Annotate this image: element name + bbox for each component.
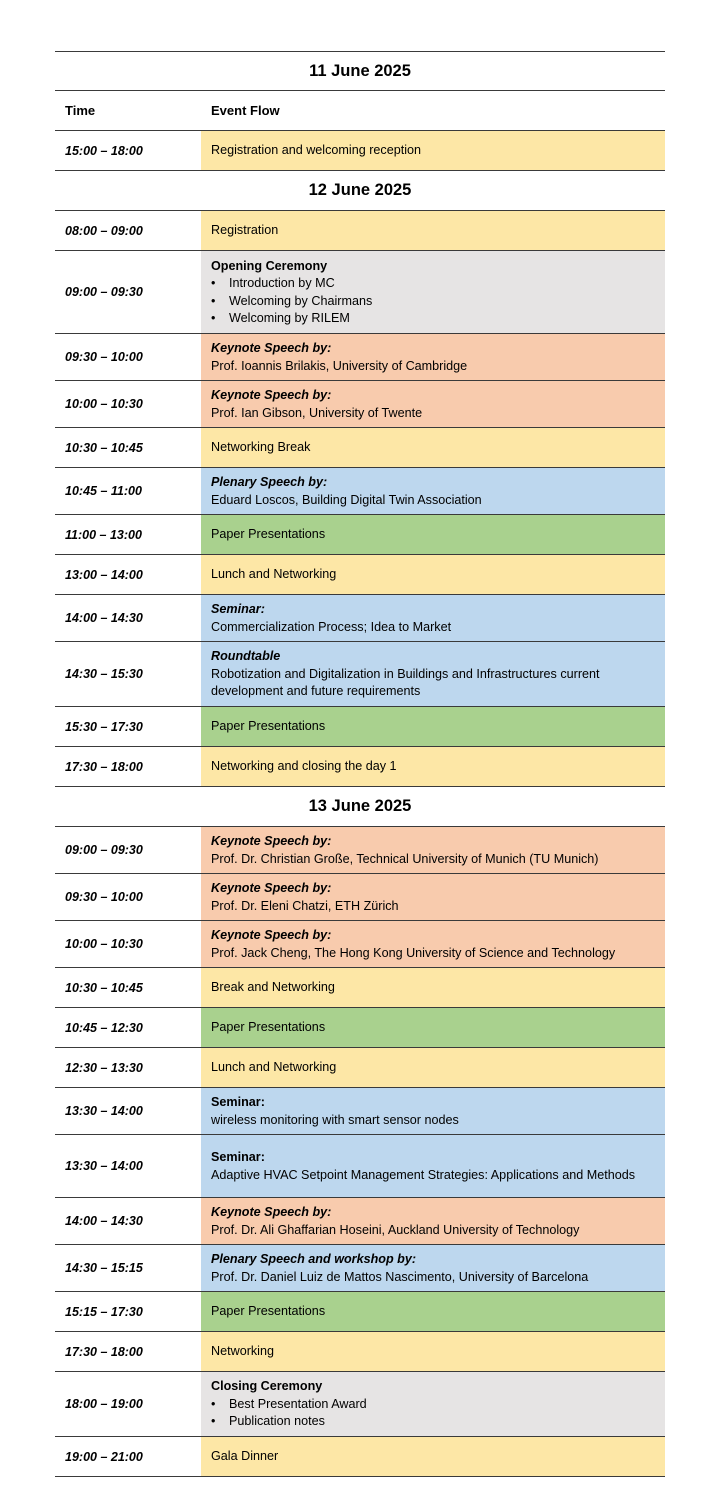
event-heading: Roundtable [211,649,281,664]
event-text: Paper Presentations [211,719,326,734]
event-cell [201,1088,665,1134]
time-cell: 18:00 – 19:00 [65,1397,143,1411]
event-cell [201,968,665,1007]
event-text: Registration and welcoming reception [211,143,422,158]
time-cell: 10:00 – 10:30 [65,937,143,951]
event-text: Eduard Loscos, Building Digital Twin Association [211,492,482,507]
time-cell: 10:30 – 10:45 [65,980,143,995]
date-heading-day2 [55,171,665,211]
table-row [55,251,665,334]
event-heading: Keynote Speech by: [211,341,332,355]
event-text: Robotization and Digitalization in Buildings and Infrastructures current development and future requirements [211,666,600,699]
event-cell [201,1008,665,1047]
bullet-icon: • [211,1414,216,1429]
date-label: 11 June 2025 [309,61,411,80]
event-cell [201,468,665,514]
event-text: wireless monitoring with smart sensor nodes [211,1112,459,1127]
time-cell: 09:30 – 10:00 [65,350,143,364]
event-text: Networking Break [211,440,311,455]
bullet-text: Welcoming by RILEM [229,311,350,325]
event-text: Networking [211,1344,274,1359]
bullet-text: Welcoming by Chairmans [229,293,373,308]
event-text: Prof. Jack Cheng, The Hong Kong University of Science and Technology [211,945,616,960]
table-row [55,1048,665,1088]
bullet-item [211,275,655,293]
table-row [55,827,665,874]
date-label: 13 June 2025 [308,797,412,815]
bullet-icon: • [211,276,216,290]
event-text: Prof. Dr. Christian Große, Technical University of Munich (TU Munich) [211,851,599,866]
table-row [55,968,665,1008]
event-text: Prof. Ioannis Brilakis, University of Cambridge [211,358,468,373]
event-text: Prof. Dr. Daniel Luiz de Mattos Nascimento, University of Barcelona [211,1269,589,1284]
table-row [55,1292,665,1332]
day3-rows [55,827,665,1477]
table-row [55,921,665,968]
table-row [55,468,665,515]
table-header [55,91,665,131]
time-cell: 14:30 – 15:30 [65,667,143,681]
time-cell: 10:30 – 10:45 [65,440,143,455]
bullet-item [211,1413,655,1431]
event-heading: Seminar: [211,1150,265,1164]
time-cell: 19:00 – 21:00 [65,1449,143,1464]
time-cell: 15:15 – 17:30 [65,1304,143,1319]
time-cell: 14:30 – 15:15 [65,1261,143,1275]
event-cell [201,874,665,920]
time-cell: 09:00 – 09:30 [65,285,143,299]
event-text: Paper Presentations [211,1304,326,1319]
time-cell: 17:30 – 18:00 [65,1344,143,1359]
event-cell [201,211,665,250]
event-text: Registration [211,223,279,238]
event-heading: Closing Ceremony [211,1379,323,1394]
time-cell: 13:00 – 14:00 [65,567,143,582]
day1-rows [55,131,665,171]
event-cell [201,381,665,427]
table-row [55,1135,665,1198]
bullet-item [211,310,655,328]
bullet-text: Best Presentation Award [229,1396,367,1411]
event-heading: Seminar: [211,1095,265,1109]
time-cell: 08:00 – 09:00 [65,223,143,238]
table-row [55,1437,665,1477]
bullet-icon: • [211,1396,216,1411]
table-row [55,1372,665,1437]
table-row [55,1198,665,1245]
event-cell [201,1245,665,1291]
event-cell [201,747,665,786]
bullet-icon: • [211,293,216,308]
table-row [55,874,665,921]
table-row [55,747,665,787]
event-cell [201,707,665,746]
table-row [55,515,665,555]
table-row [55,334,665,381]
time-cell: 13:30 – 14:00 [65,1159,143,1173]
date-heading-day1 [55,51,665,91]
schedule-table [55,51,665,1477]
date-label: 12 June 2025 [308,181,412,199]
time-cell: 10:45 – 11:00 [65,484,142,498]
time-cell: 13:30 – 14:00 [65,1104,143,1118]
event-cell [201,131,665,170]
event-text: Lunch and Networking [211,567,337,582]
time-cell: 10:00 – 10:30 [65,397,143,411]
table-row [55,1245,665,1292]
event-cell [201,515,665,554]
date-heading-day3 [55,787,665,827]
event-text: Commercialization Process; Idea to Market [211,619,452,634]
event-text: Lunch and Networking [211,1060,337,1075]
bullet-text: Publication notes [229,1414,325,1429]
time-cell: 12:30 – 13:30 [65,1060,143,1075]
time-cell: 15:30 – 17:30 [65,719,143,734]
event-cell [201,642,665,706]
event-text: Adaptive HVAC Setpoint Management Strategies: Applications and Methods [211,1167,636,1182]
time-cell: 14:00 – 14:30 [65,611,143,625]
event-cell [201,1048,665,1087]
event-cell [201,921,665,967]
event-heading: Keynote Speech by: [211,928,332,942]
event-cell [201,1437,665,1476]
time-cell: 10:45 – 12:30 [65,1020,143,1035]
event-text: Networking and closing the day 1 [211,759,397,774]
event-cell [201,1372,665,1436]
bullet-item [211,293,655,311]
table-row [55,381,665,428]
event-cell [201,428,665,467]
event-column-header: Event Flow [211,103,280,118]
table-row [55,707,665,747]
event-text: Prof. Ian Gibson, University of Twente [211,405,423,420]
table-row [55,595,665,642]
event-cell [201,827,665,873]
bullet-text: Introduction by MC [229,276,335,290]
time-column-header: Time [65,103,96,118]
table-row [55,131,665,171]
table-row [55,1008,665,1048]
event-text: Paper Presentations [211,527,326,542]
event-cell [201,251,665,333]
event-cell [201,1135,665,1197]
event-heading: Keynote Speech by: [211,1205,332,1219]
event-heading: Keynote Speech by: [211,881,332,895]
event-heading: Plenary Speech and workshop by: [211,1252,417,1266]
table-row [55,642,665,707]
event-cell [201,555,665,594]
table-row [55,428,665,468]
day2-rows [55,211,665,787]
time-cell: 14:00 – 14:30 [65,1214,143,1228]
event-cell [201,1292,665,1331]
time-cell: 11:00 – 13:00 [65,527,142,542]
event-heading: Opening Ceremony [211,258,328,273]
event-cell [201,1198,665,1244]
time-cell: 09:30 – 10:00 [65,890,143,904]
event-text: Paper Presentations [211,1020,326,1035]
event-text: Prof. Dr. Eleni Chatzi, ETH Zürich [211,898,399,913]
event-heading: Keynote Speech by: [211,834,332,848]
event-heading: Seminar: [211,602,265,616]
time-cell: 15:00 – 18:00 [65,143,143,158]
event-text: Prof. Dr. Ali Ghaffarian Hoseini, Auckland University of Technology [211,1222,580,1237]
table-row [55,211,665,251]
event-heading: Keynote Speech by: [211,388,332,402]
time-cell: 17:30 – 18:00 [65,759,143,774]
event-cell [201,334,665,380]
bullet-item [211,1396,655,1414]
event-text: Gala Dinner [211,1449,279,1464]
table-row [55,1332,665,1372]
table-row [55,1088,665,1135]
event-cell [201,1332,665,1371]
event-text: Break and Networking [211,980,335,995]
time-cell: 09:00 – 09:30 [65,843,143,857]
event-cell [201,595,665,641]
table-row [55,555,665,595]
event-heading: Plenary Speech by: [211,475,328,489]
bullet-icon: • [211,311,216,325]
